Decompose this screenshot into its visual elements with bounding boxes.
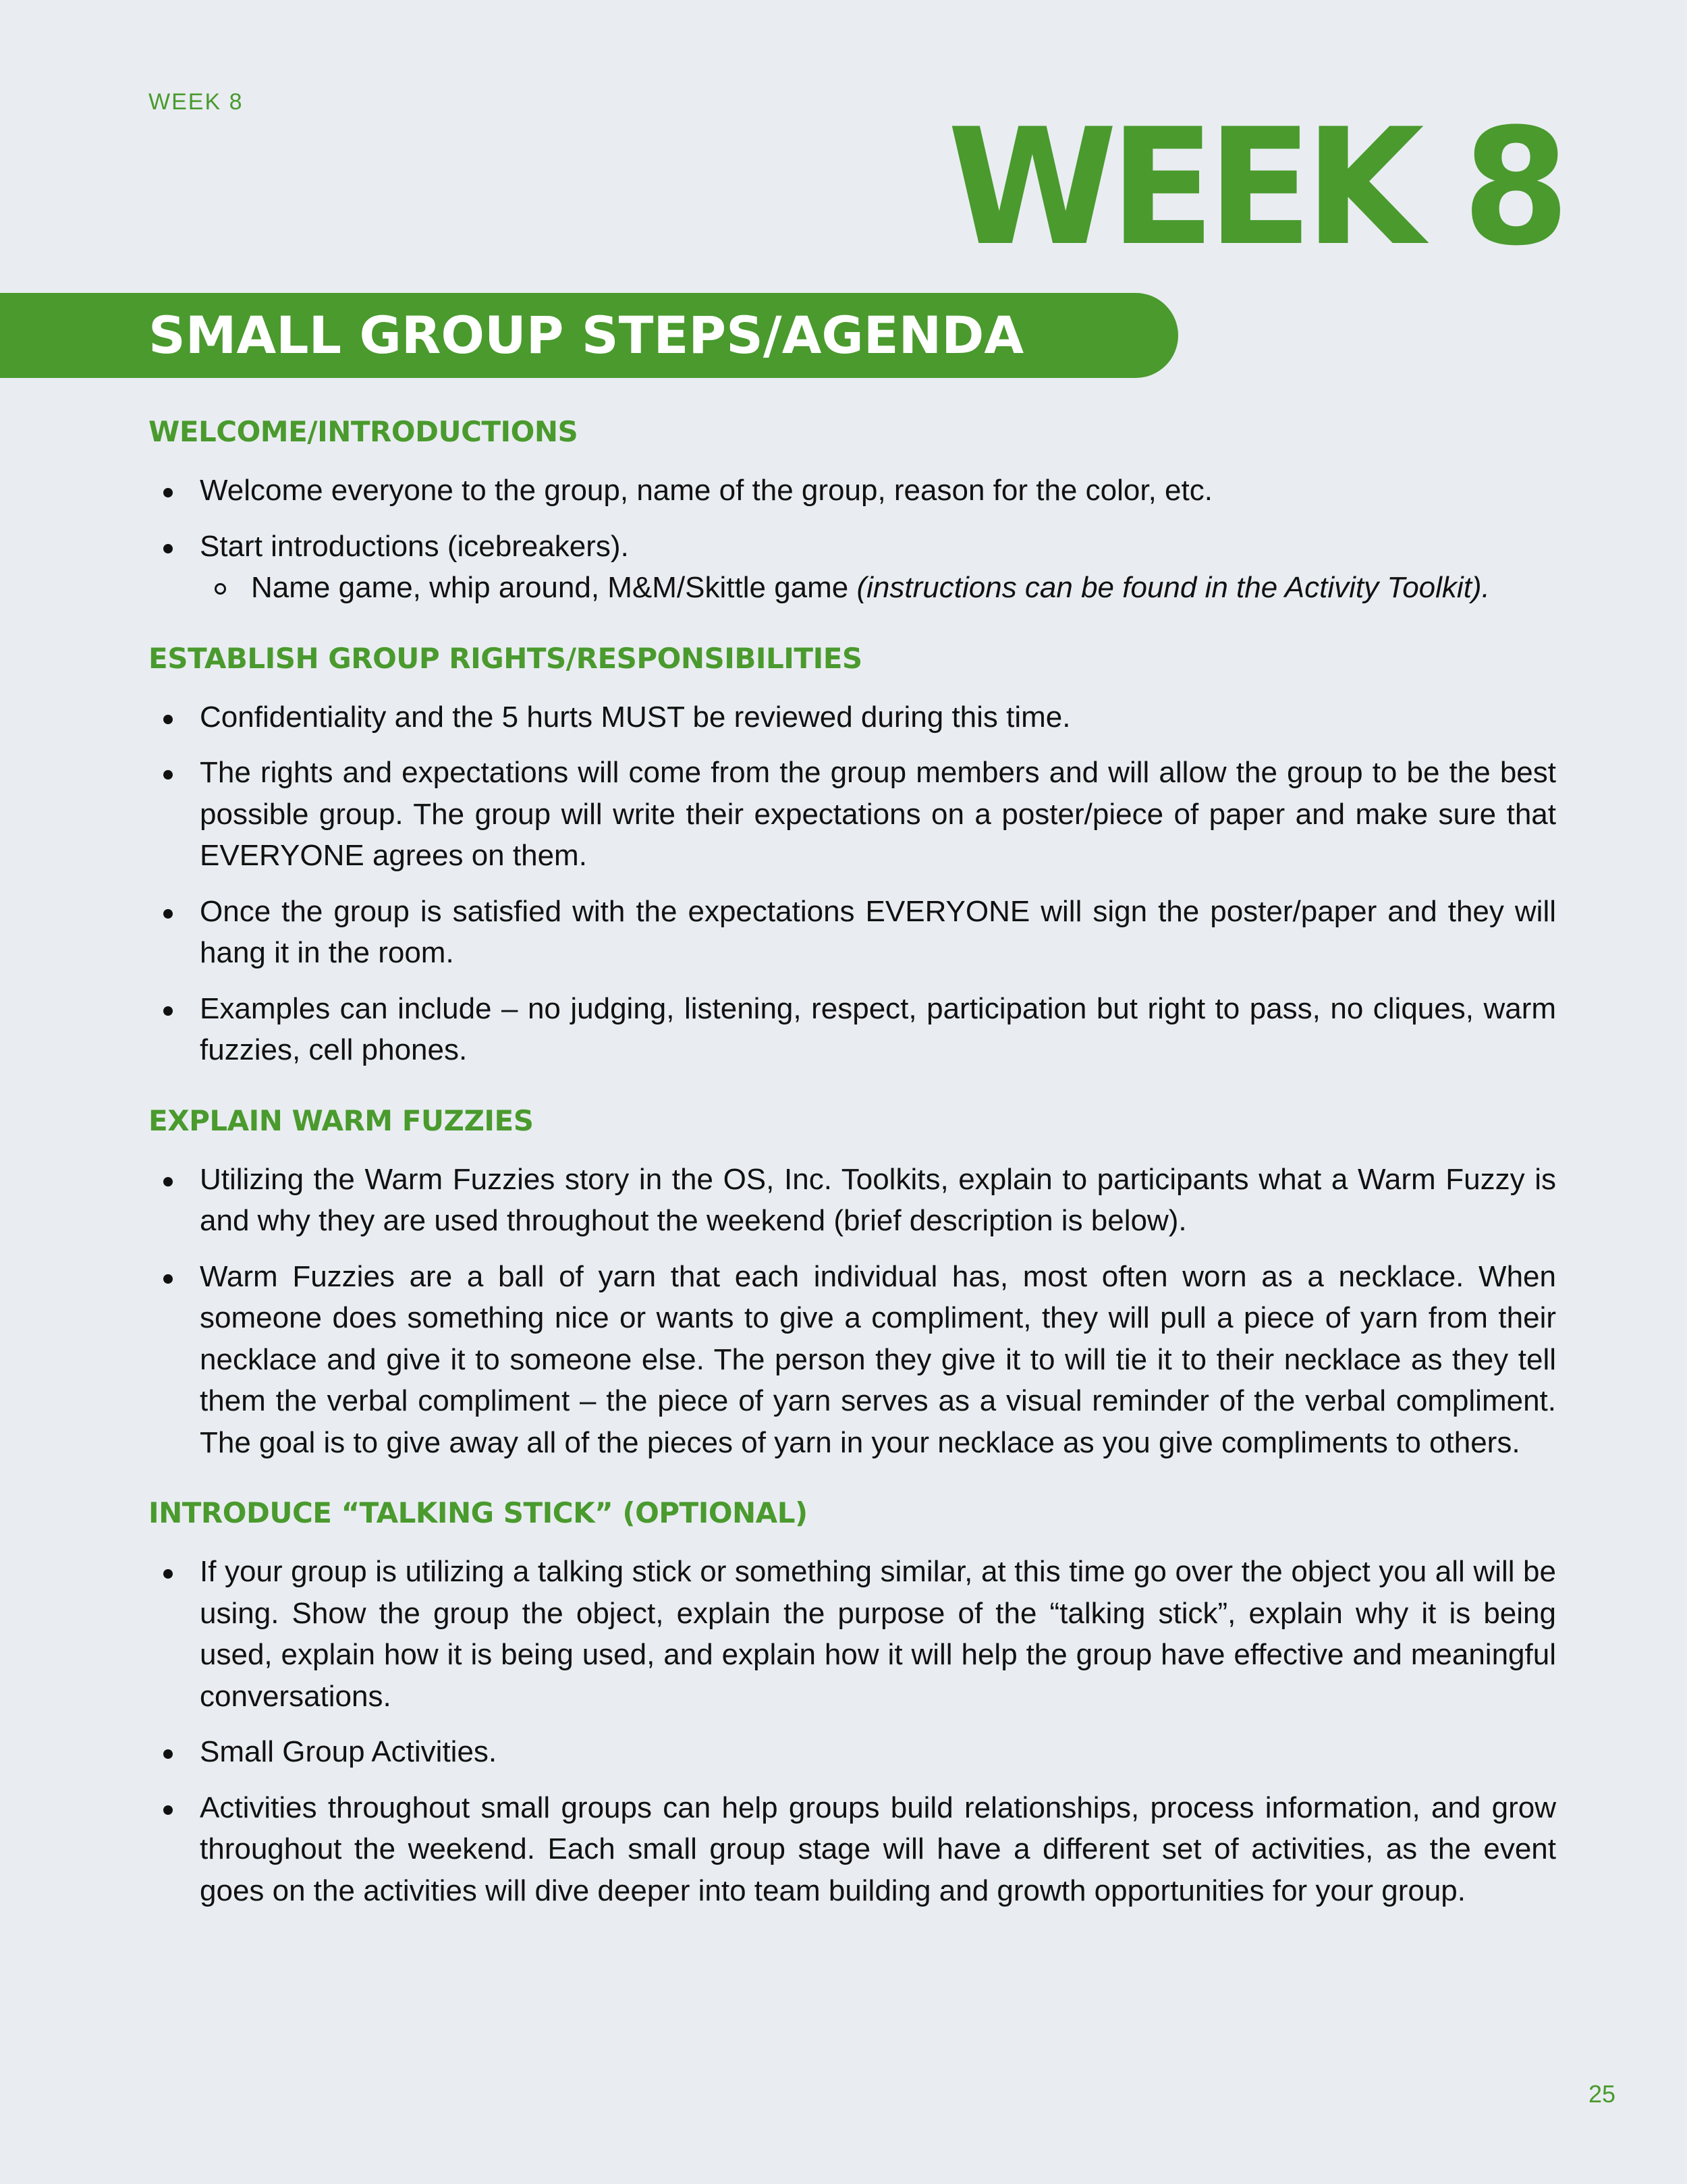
- list-item: [148, 470, 1556, 512]
- list-item: [148, 1551, 1556, 1717]
- bullet-icon: [163, 1805, 173, 1815]
- list-item: [148, 1731, 1556, 1773]
- list-item-text: Warm Fuzzies are a ball of yarn that each individual has, most often worn as a necklace. When someone does something nice or wants to give a compliment, they will pull a piece of yarn from their necklace and give it to someone else. The person they give it to will tie it to their necklace as they tell them the verbal compliment – the piece of yarn serves as a visual reminder of the verbal compliment. The goal is to give away all of the pieces of yarn in your necklace as you give compliments to others.: [200, 1259, 1556, 1459]
- bullet-icon: [163, 488, 173, 497]
- bullet-icon: [163, 715, 173, 724]
- list-item-text: If your group is utilizing a talking stick or something similar, at this time go over the object you all will be using. Show the group the object, explain the purpose of the “talking stick”, explain why it is being used, explain how it is being used, and explain how it will help the group have effective and meaningful conversations.: [200, 1555, 1556, 1713]
- list-item: [148, 697, 1556, 738]
- hollow-bullet-icon: [215, 583, 226, 595]
- list-item-text: Examples can include – no judging, listening, respect, participation but right to pass, no cliques, warm fuzzies, cell phones.: [200, 991, 1556, 1066]
- list-item: [148, 1787, 1556, 1912]
- list-item: [148, 1159, 1556, 1242]
- section-banner: [0, 293, 1178, 378]
- bullet-icon: [163, 1749, 173, 1759]
- bullet-icon: [163, 1177, 173, 1186]
- page-title: WEEK 8: [947, 94, 1562, 281]
- banner-title: SMALL GROUP STEPS/AGENDA: [148, 305, 1024, 365]
- list-item-text: Once the group is satisfied with the expectations EVERYONE will sign the poster/paper and they will hang it in the room.: [200, 894, 1556, 969]
- sub-list-item-note: (instructions can be found in the Activity Toolkit).: [856, 571, 1490, 604]
- list-item: [148, 1256, 1556, 1464]
- bullet-icon: [163, 1569, 173, 1579]
- bullet-list: [148, 1159, 1556, 1464]
- bullet-icon: [163, 770, 173, 780]
- list-item: [148, 891, 1556, 974]
- sub-list-item: [200, 567, 1556, 609]
- list-item-text: Welcome everyone to the group, name of the group, reason for the color, etc.: [200, 474, 1213, 507]
- section-rights: [148, 637, 1556, 1071]
- list-item-text: Confidentiality and the 5 hurts MUST be reviewed during this time.: [200, 700, 1071, 734]
- list-item-text: The rights and expectations will come from the group members and will allow the group to be the best possible group. The group will write their expectations on a poster/piece of paper and make sure that EVERYONE agrees on them.: [200, 756, 1556, 872]
- page-number: 25: [1588, 2080, 1615, 2108]
- bullet-list: [148, 470, 1556, 609]
- sub-list-item-text: Name game, whip around, M&M/Skittle game: [251, 571, 857, 604]
- list-item: [148, 526, 1556, 609]
- section-warm-fuzzies: [148, 1099, 1556, 1464]
- list-item: [148, 988, 1556, 1071]
- section-heading: WELCOME/INTRODUCTIONS: [148, 415, 578, 448]
- list-item: [148, 752, 1556, 877]
- section-heading: INTRODUCE “TALKING STICK” (OPTIONAL): [148, 1496, 808, 1529]
- sub-bullet-list: [200, 567, 1556, 609]
- section-heading: ESTABLISH GROUP RIGHTS/RESPONSIBILITIES: [148, 641, 862, 675]
- bullet-list: [148, 1551, 1556, 1911]
- list-item-text: Start introductions (icebreakers).: [200, 529, 629, 563]
- running-header: WEEK 8: [148, 89, 244, 115]
- bullet-icon: [163, 909, 173, 919]
- bullet-icon: [163, 544, 173, 553]
- section-talking-stick: [148, 1492, 1556, 1911]
- bullet-list: [148, 697, 1556, 1071]
- list-item-text: Small Group Activities.: [200, 1735, 497, 1768]
- list-item-text: Activities throughout small groups can help groups build relationships, process information, and grow throughout the weekend. Each small group stage will have a different set of activities, as the event goes on the activities will dive deeper into team building and growth opportunities for your group.: [200, 1791, 1556, 1907]
- agenda-content: [148, 410, 1556, 1940]
- list-item-text: Utilizing the Warm Fuzzies story in the OS, Inc. Toolkits, explain to participants what a Warm Fuzzy is and why they are used throughout the weekend (brief description is below).: [200, 1162, 1556, 1237]
- section-welcome: [148, 410, 1556, 609]
- bullet-icon: [163, 1006, 173, 1016]
- bullet-icon: [163, 1274, 173, 1284]
- section-heading: EXPLAIN WARM FUZZIES: [148, 1103, 534, 1137]
